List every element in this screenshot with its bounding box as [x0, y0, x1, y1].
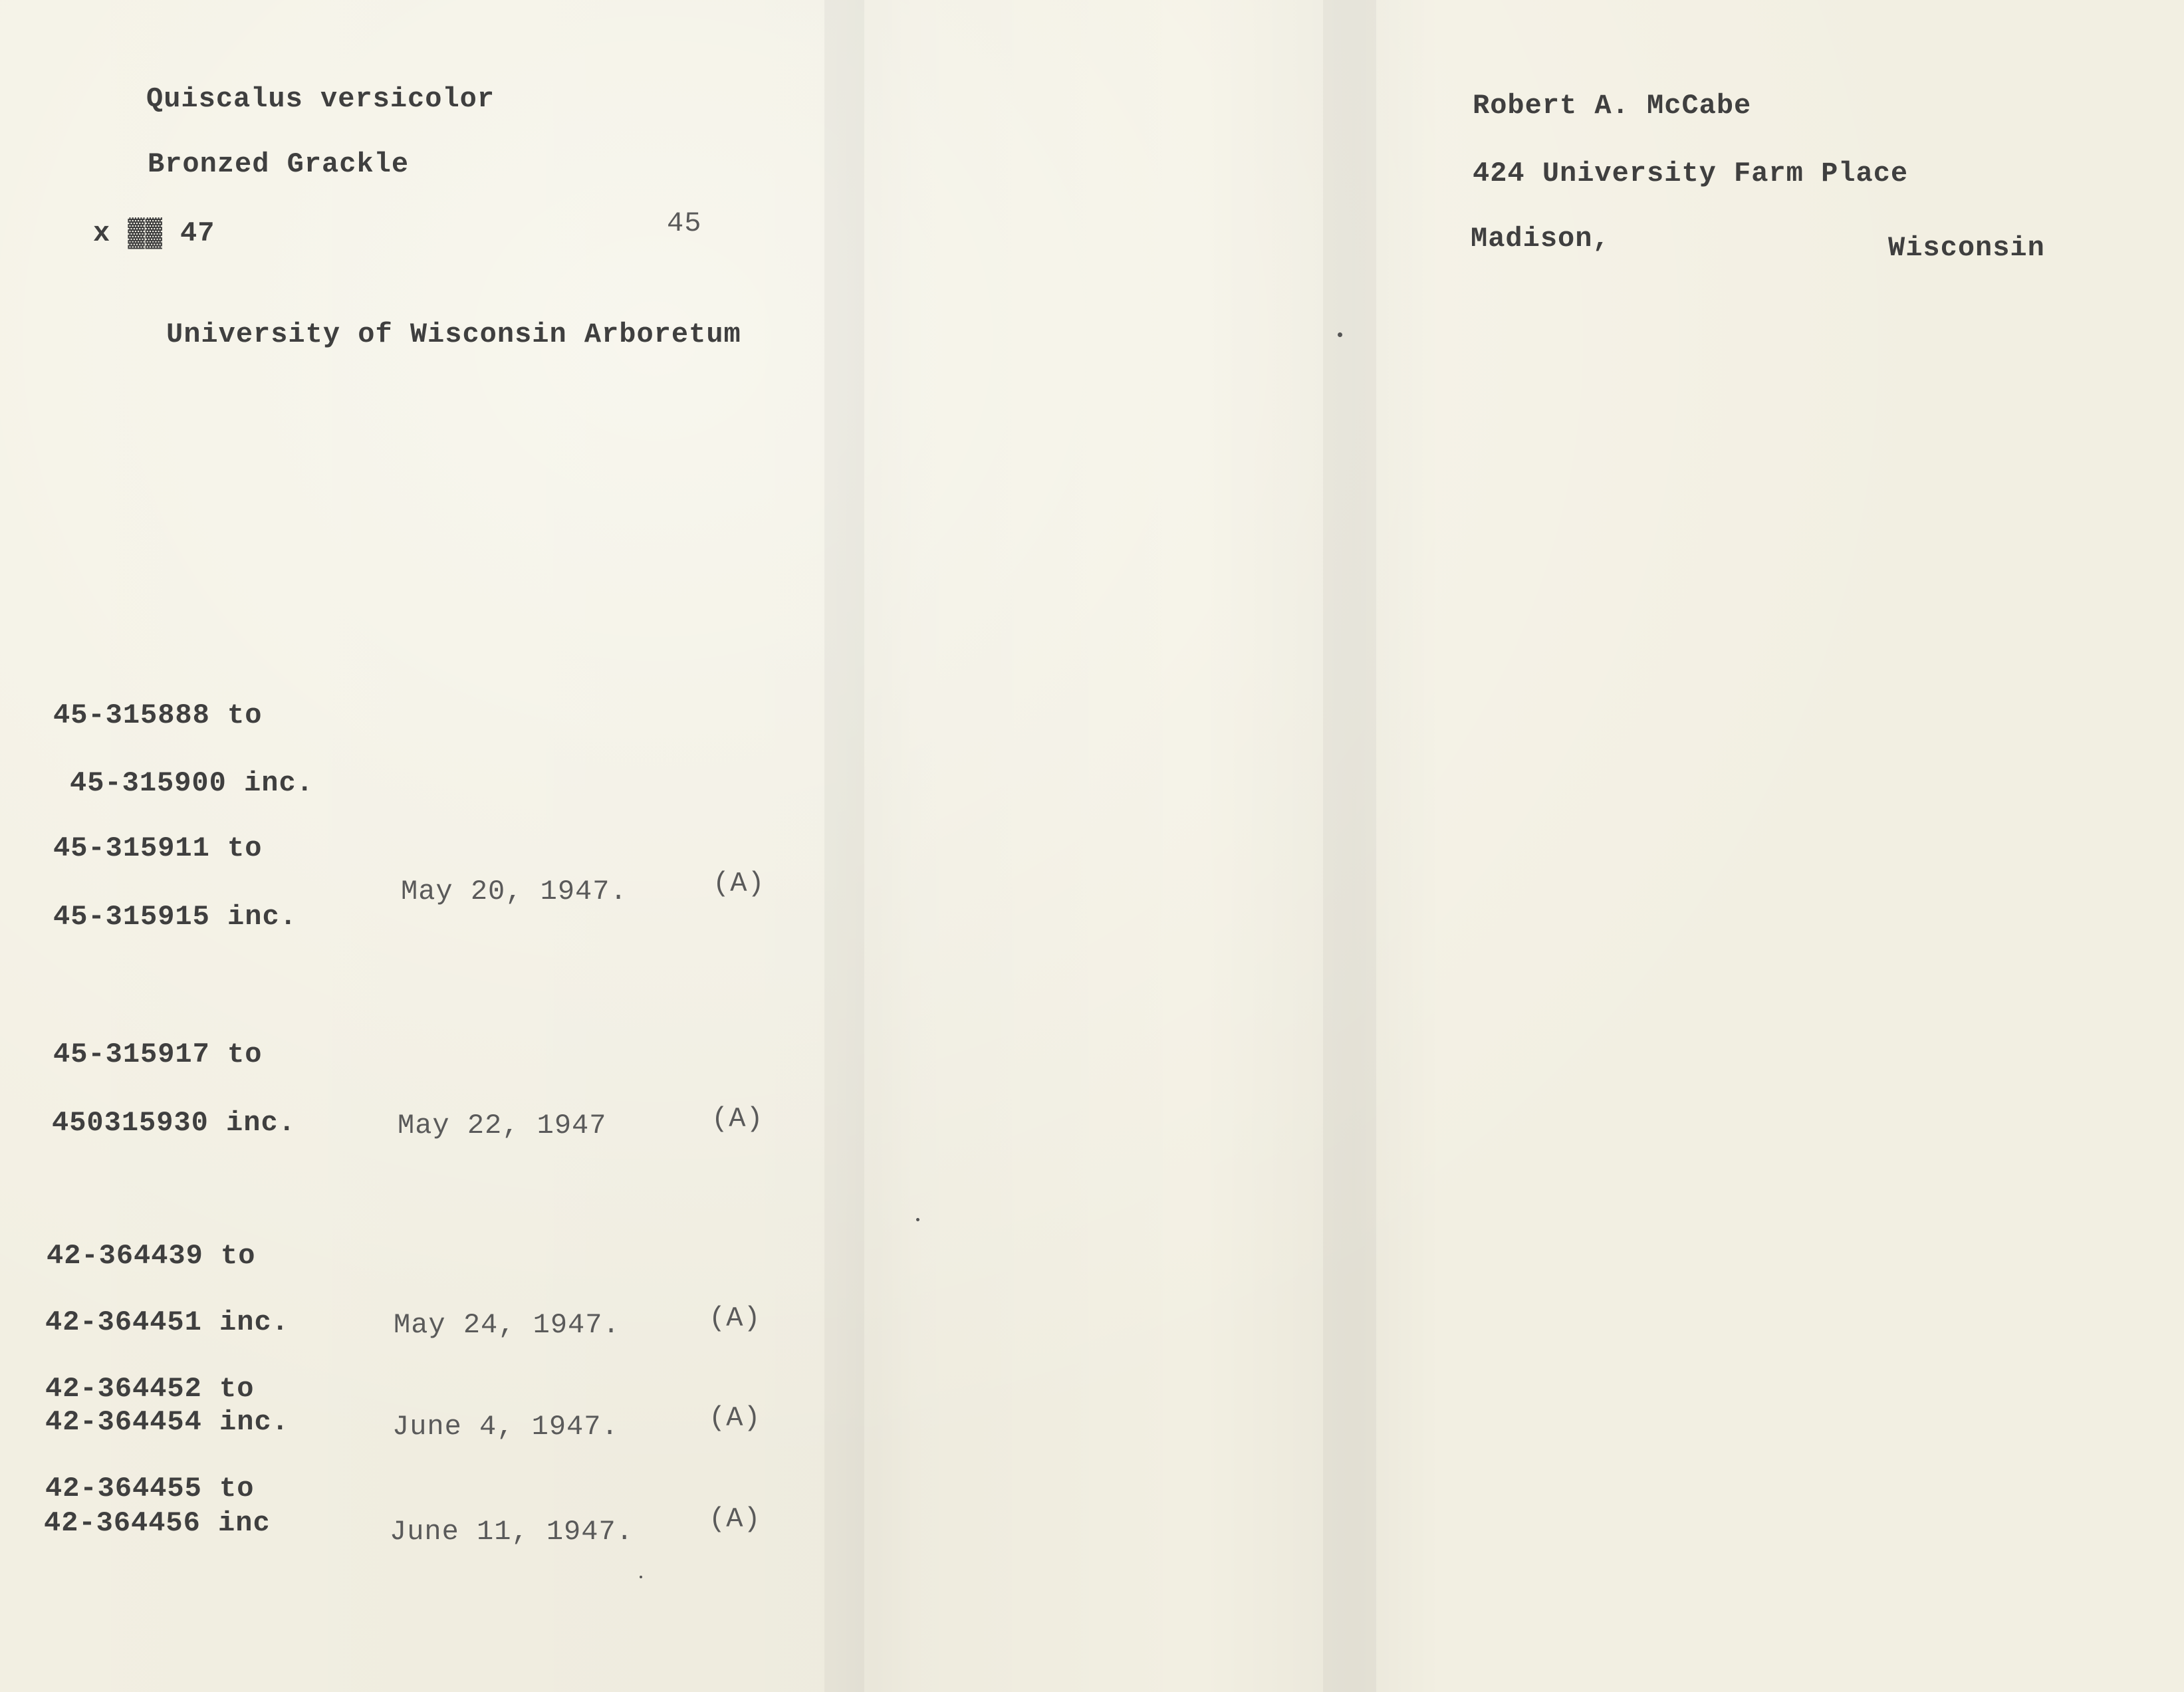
record-code: (A) [709, 1402, 761, 1434]
record-range-start: 45-315911 to [53, 832, 263, 864]
record-range-start: 42-364455 to [45, 1473, 255, 1505]
bander-name: Robert A. McCabe [1473, 90, 1752, 122]
record-range-end: 42-364451 inc. [45, 1306, 289, 1338]
record-date: May 24, 1947. [394, 1309, 620, 1341]
paper-fold-shadow [1323, 0, 1376, 1692]
species-common-name: Bronzed Grackle [148, 148, 410, 180]
record-date: May 20, 1947. [401, 876, 628, 907]
record-range-start: 42-364439 to [47, 1240, 256, 1272]
record-code: (A) [711, 1103, 764, 1135]
record-range-end: 45-315900 inc. [70, 767, 314, 799]
record-date: May 22, 1947 [398, 1110, 607, 1142]
record-range-end: 42-364454 inc. [45, 1406, 289, 1438]
record-range-start: 45-315917 to [53, 1038, 263, 1070]
ink-speck [916, 1218, 919, 1221]
record-code: (A) [709, 1503, 761, 1535]
ink-speck [1338, 332, 1342, 337]
record-range-start: 42-364452 to [45, 1373, 255, 1405]
ink-speck [640, 1576, 642, 1578]
location: University of Wisconsin Arboretum [166, 318, 741, 350]
species-latin-name: Quiscalus versicolor [146, 83, 495, 115]
bander-city: Madison, [1471, 223, 1610, 255]
record-date: June 4, 1947. [392, 1411, 619, 1443]
year-code: x ▓▓ 47 [93, 217, 215, 249]
record-date: June 11, 1947. [390, 1516, 634, 1548]
record-range-start: 45-315888 to [53, 699, 263, 731]
bander-state: Wisconsin [1888, 232, 2045, 264]
paper-fold-shadow [824, 0, 864, 1692]
record-range-end: 42-364456 inc [44, 1507, 271, 1539]
record-code: (A) [709, 1302, 761, 1334]
band-prefix: 45 [667, 207, 702, 239]
bander-street: 424 University Farm Place [1473, 158, 1909, 189]
record-range-end: 45-315915 inc. [53, 901, 297, 933]
record-code: (A) [713, 868, 765, 900]
record-range-end: 450315930 inc. [52, 1107, 296, 1139]
